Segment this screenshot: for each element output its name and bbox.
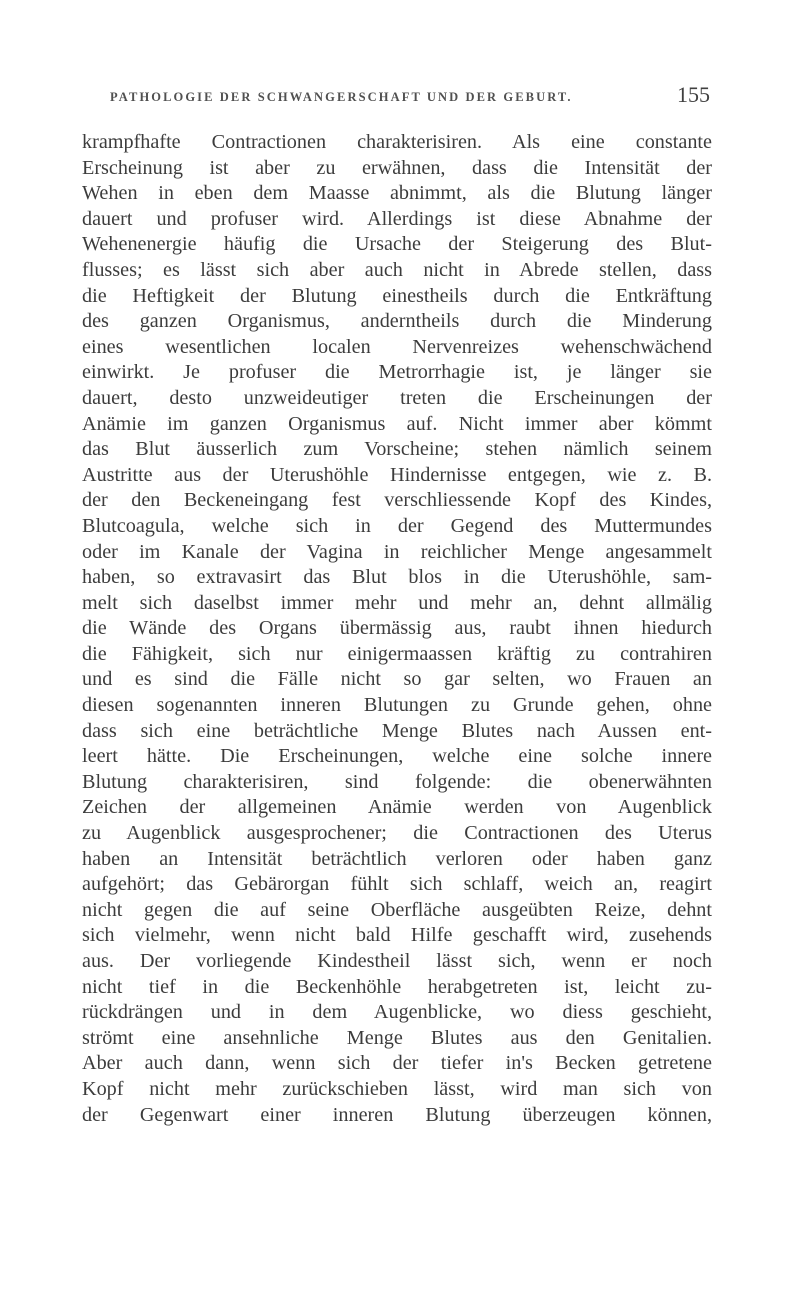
text-line: die Heftigkeit der Blutung einestheils durch die Entkräftung bbox=[82, 284, 712, 307]
text-line: strömt eine ansehnliche Menge Blutes aus den Genitalien. bbox=[82, 1026, 712, 1049]
text-line: dauert, desto unzweideutiger treten die Erscheinungen der bbox=[82, 386, 712, 409]
text-line: Austritte aus der Uterushöhle Hindernisse entgegen, wie z. B. bbox=[82, 463, 712, 486]
text-line: und es sind die Fälle nicht so gar selten, wo Frauen an bbox=[82, 668, 712, 691]
text-line: Wehenenergie häufig die Ursache der Steigerung des Blut- bbox=[82, 233, 712, 256]
text-line: die Fähigkeit, sich nur einigermaassen kräftig zu contrahiren bbox=[82, 642, 712, 665]
text-line: aus. Der vorliegende Kindestheil lässt sich, wenn er noch bbox=[82, 950, 712, 972]
text-line: flusses; es lässt sich aber auch nicht in Abrede stellen, dass bbox=[82, 258, 712, 281]
text-line: Zeichen der allgemeinen Anämie werden von Augenblick bbox=[82, 796, 712, 819]
text-line: Kopf nicht mehr zurückschieben lässt, wird man sich von bbox=[82, 1077, 712, 1100]
text-line: leert hätte. Die Erscheinungen, welche eine solche innere bbox=[82, 745, 712, 768]
text-line: das Blut äusserlich zum Vorscheine; stehen nämlich seinem bbox=[82, 438, 712, 461]
text-line: einwirkt. Je profuser die Metrorrhagie ist, je länger sie bbox=[82, 361, 712, 384]
text-line: nicht tief in die Beckenhöhle herabgetreten ist, leicht zu- bbox=[82, 975, 712, 998]
text-line: haben an Intensität beträchtlich verloren oder haben ganz bbox=[82, 847, 712, 870]
text-line: Blutcoagula, welche sich in der Gegend des Muttermundes bbox=[82, 514, 712, 537]
text-line: nicht gegen die auf seine Oberfläche ausgeübten Reize, dehnt bbox=[82, 898, 712, 921]
text-line: oder im Kanale der Vagina in reichlicher Menge angesammelt bbox=[82, 540, 712, 563]
text-line: Erscheinung ist aber zu erwähnen, dass die Intensität der bbox=[82, 156, 712, 179]
text-line: des ganzen Organismus, anderntheils durch die Minderung bbox=[82, 310, 712, 333]
text-line: aufgehört; das Gebärorgan fühlt sich schlaff, weich an, reagirt bbox=[82, 873, 712, 896]
text-line: rückdrängen und in dem Augenblicke, wo diess geschieht, bbox=[82, 1001, 712, 1024]
text-line: melt sich daselbst immer mehr und mehr an, dehnt allmälig bbox=[82, 591, 712, 614]
text-line: der den Beckeneingang fest verschliessende Kopf des Kindes, bbox=[82, 489, 712, 512]
text-line: krampfhafte Contractionen charakterisiren. Als eine constante bbox=[82, 131, 712, 153]
page-number: 155 bbox=[677, 82, 710, 107]
text-line: der Gegenwart einer inneren Blutung überzeugen können, bbox=[82, 1103, 712, 1126]
text-line: haben, so extravasirt das Blut blos in die Uterushöhle, sam- bbox=[82, 566, 712, 589]
text-line: Wehen in eben dem Maasse abnimmt, als die Blutung länger bbox=[82, 182, 712, 205]
running-head bbox=[82, 82, 712, 118]
text-line: Blutung charakterisiren, sind folgende: die obenerwähnten bbox=[82, 770, 712, 793]
text-line: dauert und profuser wird. Allerdings ist diese Abnahme der bbox=[82, 207, 712, 230]
text-line: sich vielmehr, wenn nicht bald Hilfe geschafft wird, zusehends bbox=[82, 924, 712, 947]
text-line: zu Augenblick ausgesprochener; die Contractionen des Uterus bbox=[82, 822, 712, 845]
body-text bbox=[82, 130, 712, 1128]
text-line: Anämie im ganzen Organismus auf. Nicht immer aber kömmt bbox=[82, 412, 712, 435]
text-line: Aber auch dann, wenn sich der tiefer in's Becken getretene bbox=[82, 1052, 712, 1075]
text-line: die Wände des Organs übermässig aus, raubt ihnen hiedurch bbox=[82, 617, 712, 640]
text-line: dass sich eine beträchtliche Menge Blutes nach Aussen ent- bbox=[82, 719, 712, 742]
running-title: PATHOLOGIE DER SCHWANGERSCHAFT UND DER GEBURT. bbox=[110, 90, 573, 104]
text-line: eines wesentlichen localen Nervenreizes wehenschwächend bbox=[82, 335, 712, 358]
text-line: diesen sogenannten inneren Blutungen zu Grunde gehen, ohne bbox=[82, 694, 712, 717]
book-page bbox=[82, 82, 712, 1128]
